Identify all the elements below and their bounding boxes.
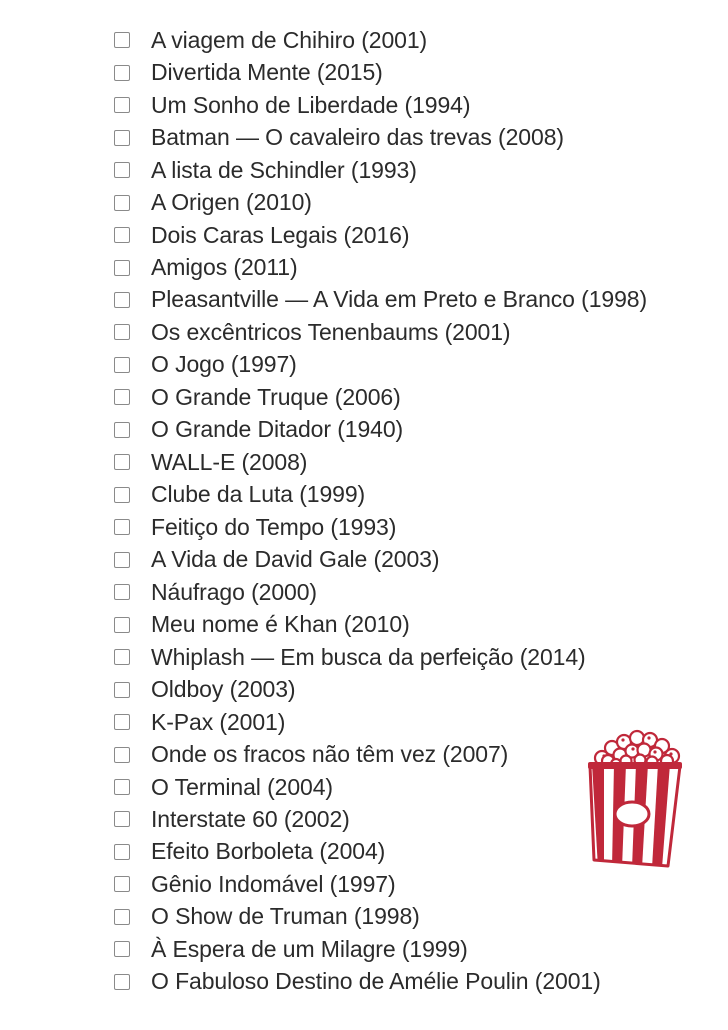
checkbox-icon[interactable] bbox=[114, 909, 130, 925]
checkbox-icon[interactable] bbox=[114, 454, 130, 470]
movie-title: Os excêntricos Tenenbaums (2001) bbox=[151, 318, 511, 345]
checkbox-icon[interactable] bbox=[114, 227, 130, 243]
checkbox-icon[interactable] bbox=[114, 649, 130, 665]
checkbox-icon[interactable] bbox=[114, 357, 130, 373]
movie-title: O Show de Truman (1998) bbox=[151, 903, 420, 930]
checkbox-icon[interactable] bbox=[114, 130, 130, 146]
checklist-item[interactable] bbox=[114, 933, 647, 965]
checkbox-icon[interactable] bbox=[114, 617, 130, 633]
checklist-item[interactable] bbox=[114, 641, 647, 673]
movie-title: O Grande Ditador (1940) bbox=[151, 416, 404, 443]
movie-title: O Terminal (2004) bbox=[151, 773, 333, 800]
movie-title: WALL-E (2008) bbox=[151, 448, 308, 475]
movie-title: O Jogo (1997) bbox=[151, 351, 297, 378]
movie-title: Divertida Mente (2015) bbox=[151, 59, 383, 86]
movie-title: A Origen (2010) bbox=[151, 189, 312, 216]
checklist-item[interactable] bbox=[114, 186, 647, 218]
checklist-item[interactable] bbox=[114, 673, 647, 705]
checklist-item[interactable] bbox=[114, 121, 647, 153]
checkbox-icon[interactable] bbox=[114, 682, 130, 698]
checkbox-icon[interactable] bbox=[114, 552, 130, 568]
checkbox-icon[interactable] bbox=[114, 389, 130, 405]
checkbox-icon[interactable] bbox=[114, 714, 130, 730]
checklist-item[interactable] bbox=[114, 966, 647, 998]
checklist-item[interactable] bbox=[114, 706, 647, 738]
checkbox-icon[interactable] bbox=[114, 32, 130, 48]
checkbox-icon[interactable] bbox=[114, 195, 130, 211]
movie-title: O Grande Truque (2006) bbox=[151, 383, 401, 410]
checklist-item[interactable] bbox=[114, 414, 647, 446]
movie-title: A viagem de Chihiro (2001) bbox=[151, 26, 428, 53]
checkbox-icon[interactable] bbox=[114, 584, 130, 600]
movie-title: À Espera de um Milagre (1999) bbox=[151, 935, 468, 962]
checkbox-icon[interactable] bbox=[114, 747, 130, 763]
movie-title: Amigos (2011) bbox=[151, 254, 298, 281]
checklist-item[interactable] bbox=[114, 446, 647, 478]
movie-title: K-Pax (2001) bbox=[151, 708, 286, 735]
checkbox-icon[interactable] bbox=[114, 162, 130, 178]
movie-title: Pleasantville — A Vida em Preto e Branco (1998) bbox=[151, 286, 648, 313]
checklist-item[interactable] bbox=[114, 251, 647, 283]
movie-title: Onde os fracos não têm vez (2007) bbox=[151, 741, 509, 768]
movie-checklist bbox=[114, 24, 647, 998]
checkbox-icon[interactable] bbox=[114, 260, 130, 276]
checklist-item[interactable] bbox=[114, 544, 647, 576]
checklist-item[interactable] bbox=[114, 284, 647, 316]
checkbox-icon[interactable] bbox=[114, 519, 130, 535]
movie-title: Meu nome é Khan (2010) bbox=[151, 611, 410, 638]
checklist-item[interactable] bbox=[114, 608, 647, 640]
checkbox-icon[interactable] bbox=[114, 811, 130, 827]
checklist-item[interactable] bbox=[114, 316, 647, 348]
checkbox-icon[interactable] bbox=[114, 65, 130, 81]
popcorn-bucket-icon bbox=[582, 728, 686, 873]
checklist-item[interactable] bbox=[114, 349, 647, 381]
movie-title: Um Sonho de Liberdade (1994) bbox=[151, 91, 471, 118]
movie-title: Batman — O cavaleiro das trevas (2008) bbox=[151, 124, 564, 151]
checklist-item[interactable] bbox=[114, 771, 647, 803]
movie-title: A Vida de David Gale (2003) bbox=[151, 546, 440, 573]
checkbox-icon[interactable] bbox=[114, 941, 130, 957]
movie-title: Interstate 60 (2002) bbox=[151, 805, 350, 832]
checklist-item[interactable] bbox=[114, 89, 647, 121]
checklist-item[interactable] bbox=[114, 738, 647, 770]
checkbox-icon[interactable] bbox=[114, 324, 130, 340]
checkbox-icon[interactable] bbox=[114, 292, 130, 308]
checkbox-icon[interactable] bbox=[114, 422, 130, 438]
checkbox-icon[interactable] bbox=[114, 779, 130, 795]
checklist-item[interactable] bbox=[114, 511, 647, 543]
movie-title: Feitiço do Tempo (1993) bbox=[151, 513, 397, 540]
checklist-item[interactable] bbox=[114, 803, 647, 835]
checklist-item[interactable] bbox=[114, 154, 647, 186]
movie-title: Náufrago (2000) bbox=[151, 578, 317, 605]
checklist-item[interactable] bbox=[114, 836, 647, 868]
checklist-item[interactable] bbox=[114, 868, 647, 900]
checkbox-icon[interactable] bbox=[114, 876, 130, 892]
checklist-item[interactable] bbox=[114, 56, 647, 88]
movie-title: A lista de Schindler (1993) bbox=[151, 156, 417, 183]
checklist-item[interactable] bbox=[114, 479, 647, 511]
checkbox-icon[interactable] bbox=[114, 97, 130, 113]
checklist-item[interactable] bbox=[114, 381, 647, 413]
checklist-item[interactable] bbox=[114, 24, 647, 56]
checkbox-icon[interactable] bbox=[114, 974, 130, 990]
movie-title: Dois Caras Legais (2016) bbox=[151, 221, 410, 248]
checklist-item[interactable] bbox=[114, 219, 647, 251]
movie-title: Efeito Borboleta (2004) bbox=[151, 838, 386, 865]
movie-title: O Fabuloso Destino de Amélie Poulin (2001) bbox=[151, 968, 601, 995]
checklist-item[interactable] bbox=[114, 901, 647, 933]
checkbox-icon[interactable] bbox=[114, 487, 130, 503]
movie-title: Clube da Luta (1999) bbox=[151, 481, 366, 508]
checkbox-icon[interactable] bbox=[114, 844, 130, 860]
movie-title: Gênio Indomável (1997) bbox=[151, 870, 396, 897]
movie-title: Oldboy (2003) bbox=[151, 676, 296, 703]
movie-title: Whiplash — Em busca da perfeição (2014) bbox=[151, 643, 586, 670]
checklist-item[interactable] bbox=[114, 576, 647, 608]
